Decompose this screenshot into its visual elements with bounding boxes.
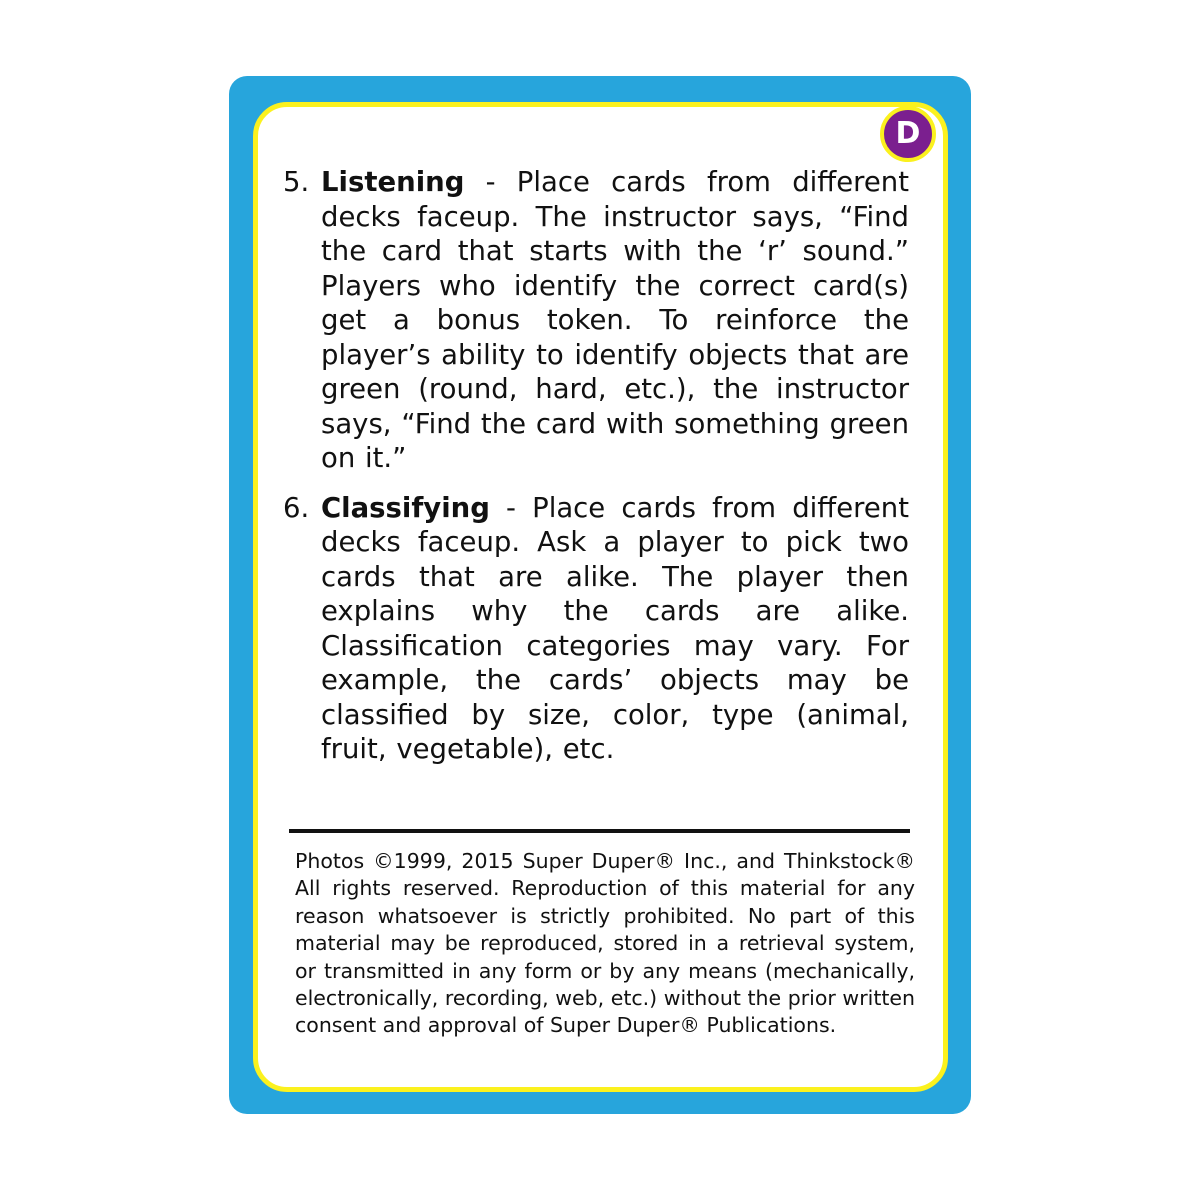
instruction-body [321,165,909,476]
instructions-list [283,165,909,767]
instruction-text: Place cards from different decks faceup. Ask a player to pick two cards that are alike. The player then explains why the cards are alike. Classification categories may vary. For example, the cards’ objects may be classified by size, color, type (animal, fruit, vegetable), etc. [321,491,909,765]
instruction-title: Listening [321,166,465,198]
instruction-text: Place cards from different decks faceup. The instructor says, “Find the card that starts with the ‘r’ sound.” Players who identify the correct card(s) get a bonus token. To reinforce the player’s ability to identify objects that are green (round, hard, etc.), the instructor says, “Find the card with something green on it.” [321,166,909,474]
instruction-separator: - [464,166,517,198]
instruction-title: Classifying [321,491,490,524]
copyright-notice: Photos ©1999, 2015 Super Duper® Inc., and Thinkstock® All rights reserved. Reproduction of this material for any reason whatsoever is strictly prohibited. No part of this material may be reproduced, stored in a retrieval system, or transmitted in any form or by any means (mechanically, electronically, recording, web, etc.) without the prior written consent and approval of Super Duper® Publications. [295,849,915,1038]
instruction-item-listening [283,165,909,476]
instruction-separator: - [489,491,533,524]
instruction-number: 6. [283,491,310,524]
divider-rule [289,829,910,833]
instruction-body [321,491,909,767]
deck-letter-badge: D [880,106,936,162]
instruction-item-classifying [283,491,909,767]
instruction-number: 5. [283,166,310,198]
